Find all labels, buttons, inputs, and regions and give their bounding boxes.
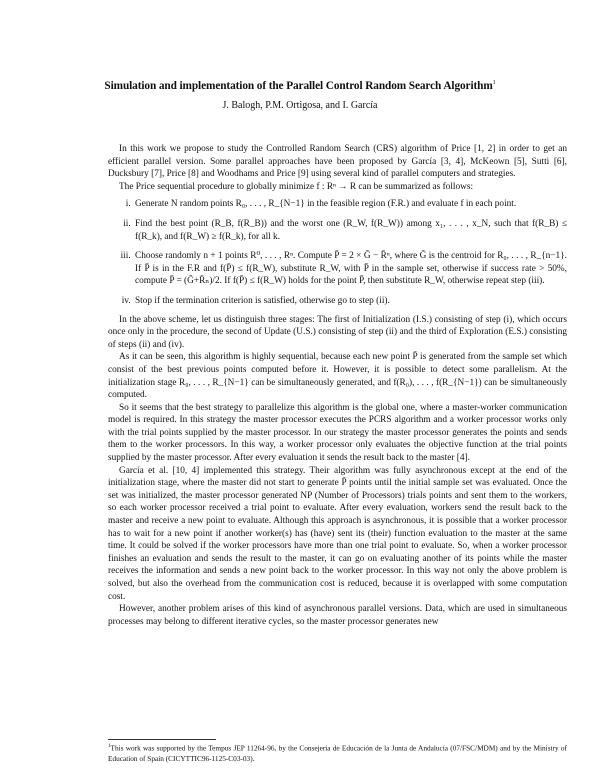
body-paragraph: García et al. [10, 4] implemented this strategy. Their algorithm was fully asynchronous except at the end of the initialization stage, where the master did not start to generate P̄ points until the initial sample set was evaluated. Once the set was initialized, the master processor generated NP (Number of Processors) trials points and sent them to the workers, so each worker processor received a trial point to evaluate. After every evaluation, workers send the result back to the master and receive a new point to evaluate. Although this approach is asynchronous, it is possible that a worker processor has to wait for a new point if another worker(s) has (have) sent its (their) function evaluation to the master at the same time. It could be solved if the worker processors have more than one trial point to evaluate. So, when a worker processor finishes an evaluation and sends the result to the master, it can go on evaluating another of its points while the master receives the information and sends a new point back to the worker processor. In this way not only the above problem is solved, but also the overhead from the communication cost is reduced, because it is overlapped with some computation cost.: [108, 465, 567, 602]
step-item: ii. Find the best point (R_B, f(R_B)) and the worst one (R_W, f(R_W)) among x₁, . . . , x_N, such that f(R_B) ≤ f(R_k), and f(R_W) ≥ f(R_k), for all k.: [133, 218, 567, 243]
footnote-text: This work was supported by the Tempus JEP 11264-96, by the Consejería de Educación de la Junta de Andalucía (07/FSC/MDM) and by the Ministry of Education of Spain (CICYTTIC96-1125-C03-03).: [108, 743, 567, 763]
author-list: J. Balogh, P.M. Ortigosa, and I. García: [222, 100, 378, 111]
intro-paragraph: In this work we propose to study the Controlled Random Search (CRS) algorithm of Price [1, 2] in order to get an efficient parallel version. Some parallel approaches have been proposed by García [3, 4], McKeown [5], Sutti [6], Ducksbury [7], Price [8] and Woodhams and Price [9] using several kind of parallel computers and strategies.: [108, 144, 567, 180]
intro-paragraph: The Price sequential procedure to globally minimize f : Rⁿ → R can be summarized as follows:: [119, 181, 474, 192]
body-paragraph: As it can be seen, this algorithm is highly sequential, because each new point P̄ is generated from the sample set which consist of the best previous points computed before it. However, it is possible to detect some parallelism. At the initialization stage R₀, . . . , R_{N−1} can be simultaneously generated, and f(R₀), . . . , f(R_{N−1}) can be simultaneously computed.: [108, 352, 567, 401]
footnote: [108, 742, 567, 764]
footnote-divider: [108, 739, 216, 740]
paper-title: [0, 80, 600, 92]
body-paragraph: However, another problem arises of this kind of asynchronous parallel versions. Data, which are used in simultaneous processes may belong to different iterative cycles, so the master processor generates new: [108, 604, 567, 627]
footnote-mark: 1: [108, 744, 111, 749]
body-paragraph: In the above scheme, let us distinguish three stages: The first of Initialization (I.S.) consisting of step (i), which occurs once only in the procedure, the second of Update (U.S.) consisting of step (ii) and the third of Exploration (E.S.) consisting of steps (ii) and (iv).: [108, 314, 567, 350]
body-paragraph: So it seems that the best strategy to parallelize this algorithm is the global one, where a master-worker communication model is required. In this strategy the master processor executes the PCRS algorithm and a worker processor works only with the trial points supplied by the master processor. In our strategy the master processor generates the points and sends them to the worker processors. In this way, a worker processor only evaluates the objective function at the trial points supplied by the master processor. After every evaluation it sends the result back to the master [4].: [108, 402, 567, 464]
algorithm-steps: [108, 198, 567, 307]
body-text: [108, 143, 567, 628]
title-text: Simulation and implementation of the Parallel Control Random Search Algorithm: [104, 80, 493, 92]
step-item: iii. Choose randomly n + 1 points R⁰, . . . , Rⁿ. Compute P̄ = 2 × Ḡ − R̄ⁿ, where Ḡ is the centroid for R₀, . . . , R_{n−1}. If P̄ is in the F.R and f(P̄) ≤ f(R_W), substitute R_W, with P̄ in the sample set, otherwise if success rate > 50%, compute P̄ = (Ḡ+R̄ₙ)/2. If f(P̄) ≤ f(R_W) holds for the point P̄, then substitute R_W, otherwise repeat step (iii).: [133, 250, 567, 288]
title-footnote-mark: 1: [492, 80, 496, 87]
step-item: iv. Stop if the termination criterion is satisfied, otherwise go to step (ii).: [133, 295, 567, 308]
step-item: i. Generate N random points R₀, . . . , R_{N−1} in the feasible region (F.R.) and evaluate f in each point.: [133, 198, 567, 211]
